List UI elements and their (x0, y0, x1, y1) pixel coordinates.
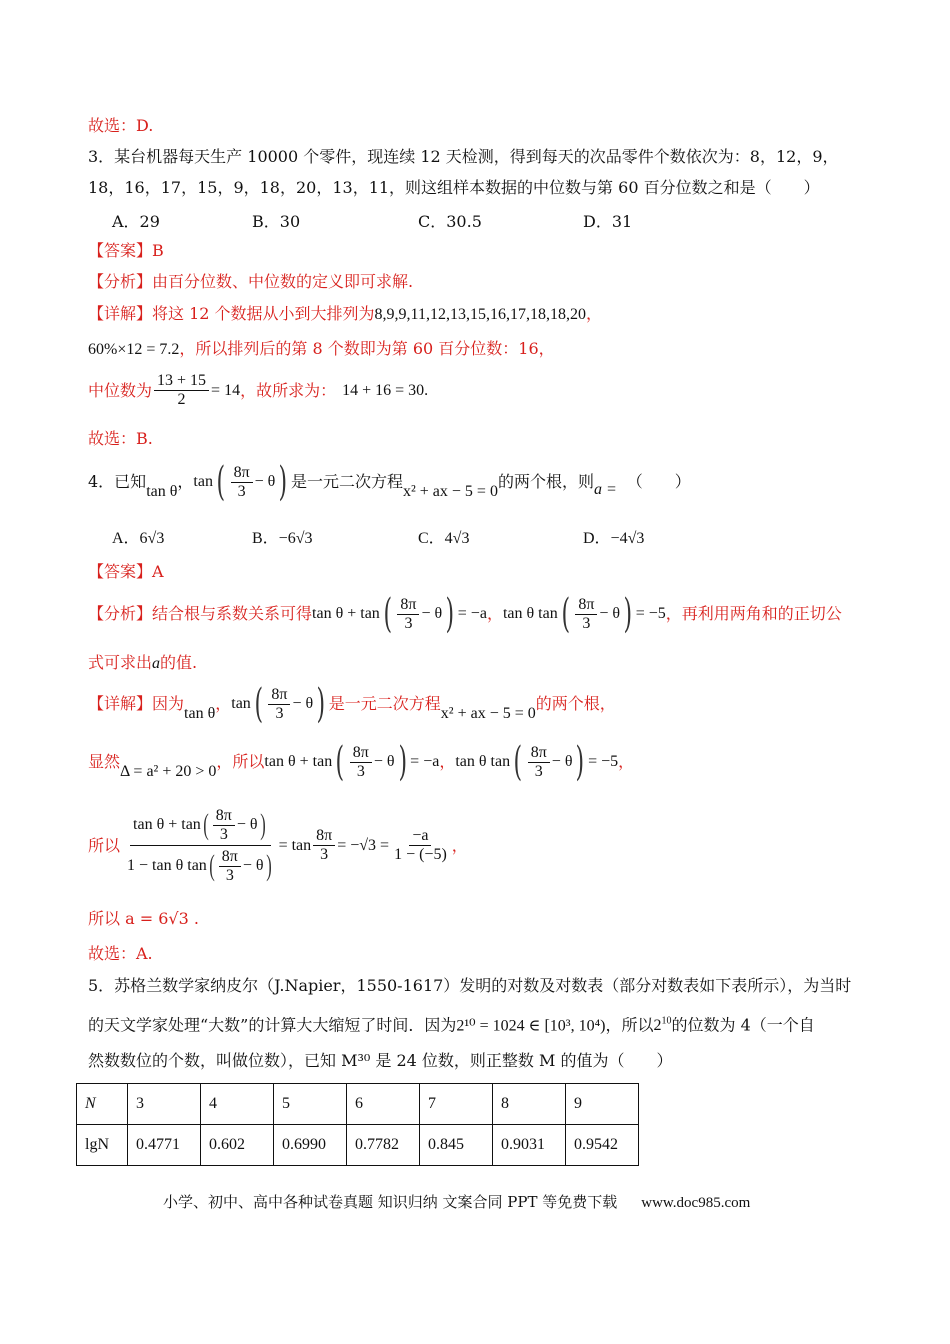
table-cell: 0.6990 (274, 1125, 347, 1166)
q3-stem-line2: 18，16，17，15，9，18，20，13，11，则这组样本数据的中位数与第 60 百分位数之和是（ ） (88, 178, 820, 197)
q4-tan-theta: tan θ (146, 483, 178, 500)
table-cell: 0.602 (201, 1125, 274, 1166)
q3-sorted-data: 8,9,9,11,12,13,15,16,17,18,18,20 (374, 306, 586, 323)
q4-answer: 【答案】A (88, 562, 164, 581)
q4-tail: 的两个根，则 (497, 472, 594, 491)
q4-result: 所以 a = 6√3 . (88, 909, 199, 928)
table-row (77, 1125, 639, 1166)
footer-url[interactable]: www.doc985.com (641, 1195, 751, 1211)
q4-choice-d: D．−4√3 (583, 530, 645, 547)
table-cell: 3 (128, 1084, 201, 1125)
q4-detail-line3: 所以 tan θ + tan ( $\frac{8\pi}{3}$ − θ ) 1 − tan θ tan ( $\frac{8\pi}{3}$ − θ ) = tan $\frac{8\pi}{3}$ = −√3 = $\frac{-a}{1 - (-5)}$ ， (88, 806, 468, 884)
q3-detail-line3: 中位数为 $\frac{13 + 15}{2}$ = 14 ，故所求为： 14 + 16 = 30 . (88, 372, 429, 408)
table-cell: 7 (420, 1084, 493, 1125)
q4-analysis-line1: 【分析】结合根与系数关系可得 tan θ + tan ( $\frac{8\pi}{3}$ − θ ) = −a ， tan θ tan ( $\frac{8\pi}{3}$ − θ ) = −5 ，再利用两角和的正切公 (88, 591, 842, 637)
q4-tan-expr: tan (193, 473, 213, 490)
q4-analysis-line2: 式可求出a的值. (88, 653, 198, 672)
table-cell: lgN (77, 1125, 128, 1166)
q3-sum-lead: ，故所求为： (240, 380, 337, 400)
q4-stem: 4．已知 tan θ ， tan ( $\frac{8\pi}{3}$ − θ ) 是一元二次方程 x² + ax − 5 = 0 的两个根，则 a = （ ） (88, 459, 691, 505)
q3-choice-c: C．30.5 (418, 212, 482, 231)
q4-choice-c: C．4√3 (418, 530, 470, 547)
table-cell: 0.9031 (493, 1125, 566, 1166)
table-cell: N (77, 1084, 128, 1125)
log-table (76, 1083, 639, 1166)
q3-percentile-text: ，所以排列后的第 8 个数即为第 60 百分位数：16， (179, 339, 555, 358)
q4-lead: 4．已知 (88, 472, 147, 491)
q4-choice-a: A．6√3 (112, 530, 165, 547)
q3-percentile-expr: 60%×12 = 7.2 (88, 341, 180, 358)
q3-detail-lead: 【详解】将这 12 个数据从小到大排列为 (88, 304, 375, 323)
q2-choose: 故选：D. (88, 116, 154, 135)
table-cell: 9 (566, 1084, 639, 1125)
table-row (77, 1084, 639, 1125)
table-cell: 5 (274, 1084, 347, 1125)
q5-line1: 5．苏格兰数学家纳皮尔（J.Napier，1550-1617）发明的对数及对数表（部分对数表如下表所示），为当时 (88, 976, 852, 995)
q3-choice-a: A．29 (112, 212, 160, 231)
q4-choose: 故选：A. (88, 944, 153, 963)
q3-stem-line1: 3．某台机器每天生产 10000 个零件，现连续 12 天检测，得到每天的次品零件个数依次为：8，12，9， (88, 147, 839, 166)
q4-ask: a = (593, 481, 617, 498)
q3-detail-line1: 【详解】将这 12 个数据从小到大排列为8,9,9,11,12,13,15,16,17,18,18,20， (88, 304, 602, 323)
q4-detail-line1: 【详解】因为 tan θ ， tan ( $\frac{8\pi}{3}$ − θ ) 是一元二次方程 x² + ax − 5 = 0 的两个根， (88, 681, 616, 727)
table-cell: 0.9542 (566, 1125, 639, 1166)
q5-power-expr: 2¹⁰ = 1024 ∈ [10³, 10⁴) (456, 1017, 606, 1035)
table-cell: 6 (347, 1084, 420, 1125)
q5-line2: 的天文学家处理“大数”的计算大大缩短了时间．因为2¹⁰ = 1024 ∈ [10³, 10⁴)，所以$2^{10}$的位数为 4（一个自 (88, 1015, 815, 1035)
q4-choice-b: B．−6√3 (252, 530, 313, 547)
q3-median-eq: = 14 (211, 381, 241, 399)
q4-delta: Δ = a² + 20 > 0 (120, 763, 217, 780)
q4-equation: x² + ax − 5 = 0 (402, 483, 498, 500)
q3-detail-line2 (88, 338, 555, 361)
q3-sum-expr: 14 + 16 = 30 (342, 381, 425, 399)
q3-analysis: 【分析】由百分位数、中位数的定义即可求解. (88, 272, 414, 291)
q5-line3: 然数数位的个数，叫做位数），已知 M³⁰ 是 24 位数，则正整数 M 的值为（ ） (88, 1051, 673, 1070)
page-footer (163, 1191, 750, 1212)
q3-median-lead: 中位数为 (88, 380, 153, 400)
q4-detail-line2: 显然 Δ = a² + 20 > 0 ，所以 tan θ + tan ( $\frac{8\pi}{3}$ − θ ) = −a ， tan θ tan ( $\frac{8\pi}{3}$ − θ ) = −5 ， (88, 739, 635, 785)
table-cell: 4 (201, 1084, 274, 1125)
table-cell: 8 (493, 1084, 566, 1125)
q4-blank: （ ） (626, 472, 691, 491)
q3-choose: 故选：B. (88, 429, 153, 448)
table-cell: 0.4771 (128, 1125, 201, 1166)
q3-choice-b: B．30 (252, 212, 301, 231)
q3-answer: 【答案】B (88, 241, 164, 260)
q3-median-fraction: $\frac{13 + 15}{2}$ (154, 372, 209, 409)
q4-mid: 是一元二次方程 (290, 472, 403, 491)
table-cell: 0.7782 (347, 1125, 420, 1166)
footer-text: 小学、初中、高中各种试卷真题 知识归纳 文案合同 PPT 等免费下载 (163, 1193, 618, 1211)
table-cell: 0.845 (420, 1125, 493, 1166)
q3-choice-d: D．31 (583, 212, 633, 231)
